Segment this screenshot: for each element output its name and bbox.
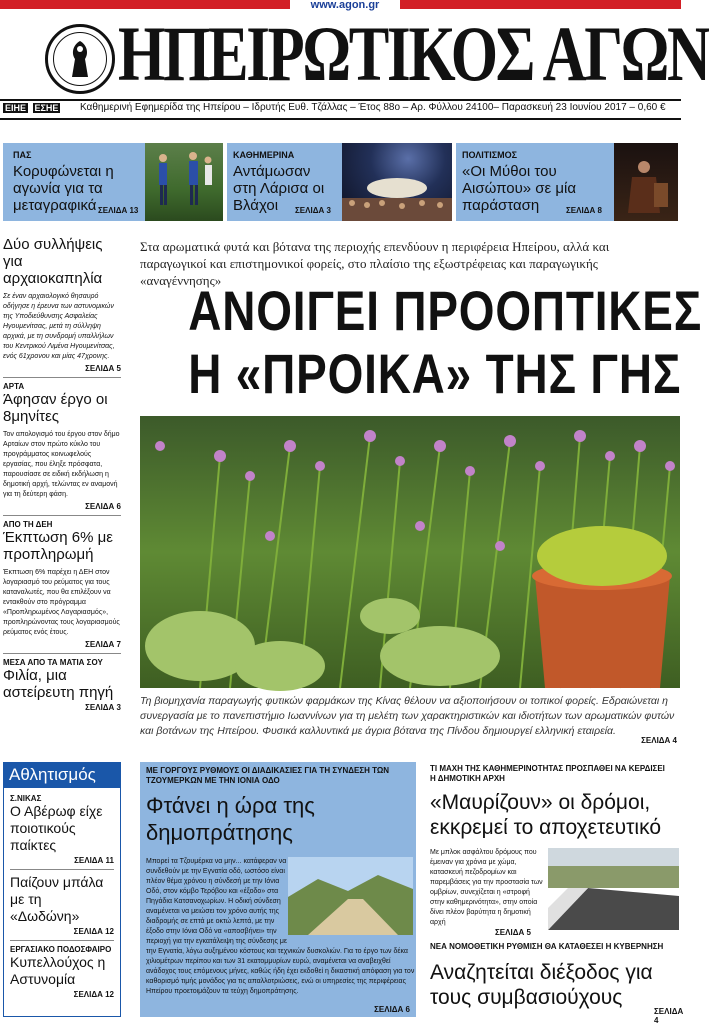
left-story-filia[interactable] xyxy=(3,658,121,712)
story-body: Με μπλοκ ασφάλτου δρόμους που έμειναν για χρόνια με χώμα, κατασκευή πεζοδρομίων και παρεμβάσεις για την προστασία των ομβρίων, συνεχίζεται η «στροφή στην καθημερινότητα», στην οποία δίνει πλέον βαρύτητα η δημοτική αρχή xyxy=(430,849,543,926)
left-story-page: ΣΕΛΙΔΑ 3 xyxy=(85,703,121,712)
left-story-page: ΣΕΛΙΔΑ 7 xyxy=(85,640,121,649)
football-players-photo xyxy=(145,143,223,221)
sports-section xyxy=(3,762,121,1017)
newspaper-seal-logo xyxy=(45,24,115,94)
teaser-category: ΠΑΣ xyxy=(13,150,32,160)
herbs-garden-photo xyxy=(140,416,680,688)
lead-photo-caption: Τη βιομηχανία παραγωγής φυτικών φαρμάκων της Κίνας θέλουν να αξιοποιήσουν οι τοπικοί φορείς. Εδραιώνεται η συνεργασία με το πανεπιστήμιο Ιωαννίνων για τη μελέτη των χαρακτηριστικών και ιδιοτήτων των αρωματικών φυτών και βοτάνων της Ηπείρου. Φυσικά καλλυντικά με άγρια βότανα της Πίνδου δημιουργεί ελληνική εταιρεία. xyxy=(140,695,675,737)
teaser-category: ΚΑΘΗΜΕΡΙΝΑ xyxy=(233,150,295,160)
left-story-title: Φιλία, μια αστείρευτη πηγή xyxy=(3,667,114,701)
left-story-body: Έκπτωση 6% παρέχει η ΔΕΗ στον λογαριασμό του ρεύματος για τους καταναλωτές, που θα επιλέξουν να εντακθούν στο πρόγραμμα «Προπληρωμένος Λογαριασμός», προπληρώνοντας τους λογαριασμούς ρεύματος ενός έτους. xyxy=(3,569,120,636)
masthead-info-line: Καθημερινή Εφημερίδα της Ηπείρου – Ιδρυτής Ευθ. Τζάλλας – Έτος 88ο – Αρ. Φύλλου 24100– Παρασκευή 23 Ιουνίου 2017 – 0,60 € xyxy=(80,102,666,113)
lead-page: ΣΕΛΙΔΑ 4 xyxy=(641,736,677,745)
divider xyxy=(3,515,121,516)
teaser-pas[interactable] xyxy=(3,143,223,221)
teaser-kathimerina[interactable] xyxy=(227,143,452,221)
sports-item-averof[interactable] xyxy=(10,794,114,865)
left-story-page: ΣΕΛΙΔΑ 6 xyxy=(85,502,121,511)
teaser-page: ΣΕΛΙΔΑ 13 xyxy=(98,206,139,215)
teaser-title: Κορυφώνεται η αγωνία για τα μεταγραφικά xyxy=(13,163,114,214)
theater-performance-photo xyxy=(614,143,678,221)
left-story-title: Δύο συλλήψεις για αρχαιοκαπηλία xyxy=(3,236,103,287)
story-page: ΣΕΛΙΔΑ 4 xyxy=(654,1007,684,1025)
story-title-contractors[interactable]: Αναζητείται διέξοδος για τους συμβασιούχους xyxy=(430,961,653,1009)
paved-road-photo xyxy=(548,848,679,930)
masthead-title: ΗΠΕΙΡΩΤΙΚΟΣ ΑΓΩΝ xyxy=(118,10,709,97)
association-icons xyxy=(3,103,60,113)
mountain-road-photo xyxy=(288,857,413,935)
teaser-title: Αντάμωσαν στη Λάρισα οι Βλάχοι xyxy=(233,163,325,214)
left-story-title: Έκπτωση 6% με προπληρωμή xyxy=(3,529,113,563)
story-body-text: Μπορεί τα Τζουμέρκα να μην... κατάφεραν να συνδεθούν με την Εγνατία οδό, ωστόσο είναι πλέον θέμα χρόνου η σύνδεσή με την Ιόνια Οδό, στον κόμβο Τερόβου και «έξοδο» στα Πηγάδια Κατσανοχωρίων. Η οδική σύνδεση αναμένεται να μειώσει τον χρόνο αυτής της διαδρομής σε επτά με οκτώ λεπτά, με την έξοδο στην Ιόνια Οδό να «αποσβήνει» την περιοχή για την εγκατάλειψη της σύνδεσης με την Εγνατία, λόγω αυξημένου κόστους και τεχνικών δυσκολιών. Για το έργο των δέκα χιλιομέτρων περίπου και των 31 εκατομμυρίων ευρώ, αναμένεται να αναβειχθεί ανάδοχος τους επόμενους μήνες, καθώς ήδη έχει εκδοθεί η δικαστική απόφαση για τον καθορισμό τιμής μονάδος για τις απαλλοτριώσεις, ενώ οι υπηρεσίες της περιφέρειας Ηπείρου προετοιμάζουν τα τεύχη δημοπράτησης. xyxy=(146,858,415,995)
masthead-rule-bottom xyxy=(0,118,681,120)
eshe-icon: ΕΣΗΕ xyxy=(34,103,59,113)
lead-headline-line2[interactable]: Η «ΠΡΟΙΚΑ» ΤΗΣ ΓΗΣ xyxy=(188,342,682,405)
sports-item-dodoni[interactable] xyxy=(10,874,114,936)
left-story-page: ΣΕΛΙΔΑ 5 xyxy=(85,364,121,373)
sports-item-page: ΣΕΛΙΔΑ 12 xyxy=(73,927,114,936)
left-story-kicker: ΜΕΣΑ ΑΠΟ ΤΑ ΜΑΤΙΑ ΣΟΥ xyxy=(3,658,103,667)
lead-headline-line1[interactable]: ΑΝΟΙΓΕΙ ΠΡΟΟΠΤΙΚΕΣ xyxy=(188,279,703,342)
story-title-roads[interactable]: «Μαυρίζουν» οι δρόμοι, εκκρεμεί το αποχετευτικό xyxy=(430,791,661,839)
left-story-kicker: ΑΠΟ ΤΗ ΔΕΗ xyxy=(3,520,53,529)
teaser-title: «Οι Μύθοι του Αισώπου» σε μία παράσταση xyxy=(462,163,577,214)
divider xyxy=(10,940,114,941)
teaser-page: ΣΕΛΙΔΑ 8 xyxy=(566,206,602,215)
left-story-body: Σε έναν αρχαιολογικό θησαυρό οδήγησε η έρευνα των αστυνομικών της Υποδιεύθυνσης Ασφαλείας Ηγουμενίτσας, μετά τη σύλληψη αρχικά, με τη συνδρομή υπαλλήλων του Κεντρικού Λιμένα Ηγουμενίτσας, ενός 61χρονου και μίας 47χρονης. xyxy=(3,293,115,360)
sports-item-page: ΣΕΛΙΔΑ 12 xyxy=(73,990,114,999)
site-url[interactable]: www.agon.gr xyxy=(290,0,400,10)
sports-body xyxy=(3,788,121,1017)
sports-item-kicker: ΕΡΓΑΣΙΑΚΟ ΠΟΔΟΣΦΑΙΡΟ xyxy=(10,945,112,954)
sports-item-title: Παίζουν μπάλα με τη «Δωδώνη» xyxy=(10,874,104,924)
story-kicker: ΝΕΑ ΝΟΜΟΘΕΤΙΚΗ ΡΥΘΜΙΣΗ ΘΑ ΚΑΤΑΘΕΣΕΙ Η ΚΥΒΕΡΝΗΣΗ xyxy=(430,942,664,951)
left-story-deh[interactable] xyxy=(3,520,121,649)
story-page: ΣΕΛΙΔΑ 5 xyxy=(495,928,531,937)
teaser-politismos[interactable] xyxy=(456,143,678,221)
story-kicker: ΤΙ ΜΑΧΗ ΤΗΣ ΚΑΘΗΜΕΡΙΝΟΤΗΤΑΣ ΠΡΟΣΠΑΘΕΙ ΝΑ ΚΕΡΔΙΣΕΙ Η ΔΗΜΟΤΙΚΗ ΑΡΧΗ xyxy=(430,764,665,783)
story-kicker: ΜΕ ΓΟΡΓΟΥΣ ΡΥΘΜΟΥΣ ΟΙ ΔΙΑΔΙΚΑΣΙΕΣ ΓΙΑ ΤΗ ΣΥΝΔΕΣΗ ΤΩΝ ΤΖΟΥΜΕΡΚΩΝ ΜΕ ΤΗΝ ΙΟΝΙΑ ΟΔΟ xyxy=(146,766,390,785)
left-story-kicker: ΑΡΤΑ xyxy=(3,382,25,391)
left-story-arta[interactable] xyxy=(3,382,121,511)
sports-item-title: Ο Αβέρωφ είχε ποιοτικούς παίκτες xyxy=(10,803,103,853)
story-title: Φτάνει η ώρα της δημοπράτησης xyxy=(146,793,315,845)
eihe-icon: ΕΙΗΕ xyxy=(5,103,27,113)
sports-item-kicker: Σ.ΝΙΚΑΣ xyxy=(10,794,42,803)
sports-item-page: ΣΕΛΙΔΑ 11 xyxy=(74,856,114,865)
divider xyxy=(3,653,121,654)
left-story-title: Άφησαν έργο οι 8μηνίτες xyxy=(3,391,108,425)
divider xyxy=(3,377,121,378)
festival-crowd-photo xyxy=(342,143,452,221)
left-story-body: Τον απολογισμό του έργου στον δήμο Αρταίων στον πρώτο κύκλο του προγράμματος κοινωφελούς εργασίας, που έληξε πρόσφατα, παρουσίασε σε ειδική εκδήλωση η δημοτική αρχή, τελώντας εν αναμονή για τη δεύτερη φάση. xyxy=(3,431,120,498)
sports-item-title: Κυπελλούχος η Αστυνομία xyxy=(10,954,106,987)
story-tzoumerka[interactable] xyxy=(140,762,416,1017)
masthead-rule-top xyxy=(0,99,681,101)
left-column xyxy=(3,236,121,712)
left-story-archaeology[interactable] xyxy=(3,236,121,373)
sports-item-astynomia[interactable] xyxy=(10,945,114,999)
sports-header[interactable]: Αθλητισμός xyxy=(3,762,121,788)
teaser-page: ΣΕΛΙΔΑ 3 xyxy=(295,206,331,215)
teaser-category: ΠΟΛΙΤΙΣΜΟΣ xyxy=(462,150,518,160)
lead-deck: Στα αρωματικά φυτά και βότανα της περιοχής επενδύουν η περιφέρεια Ηπείρου, αλλά και παραγωγικοί και επιστημονικοί φορείς, στο πλαίσιο της εξωστρέφειας και παραγωγικής «αναγέννησης» xyxy=(140,239,610,288)
divider xyxy=(10,869,114,870)
story-page: ΣΕΛΙΔΑ 6 xyxy=(374,1005,410,1014)
